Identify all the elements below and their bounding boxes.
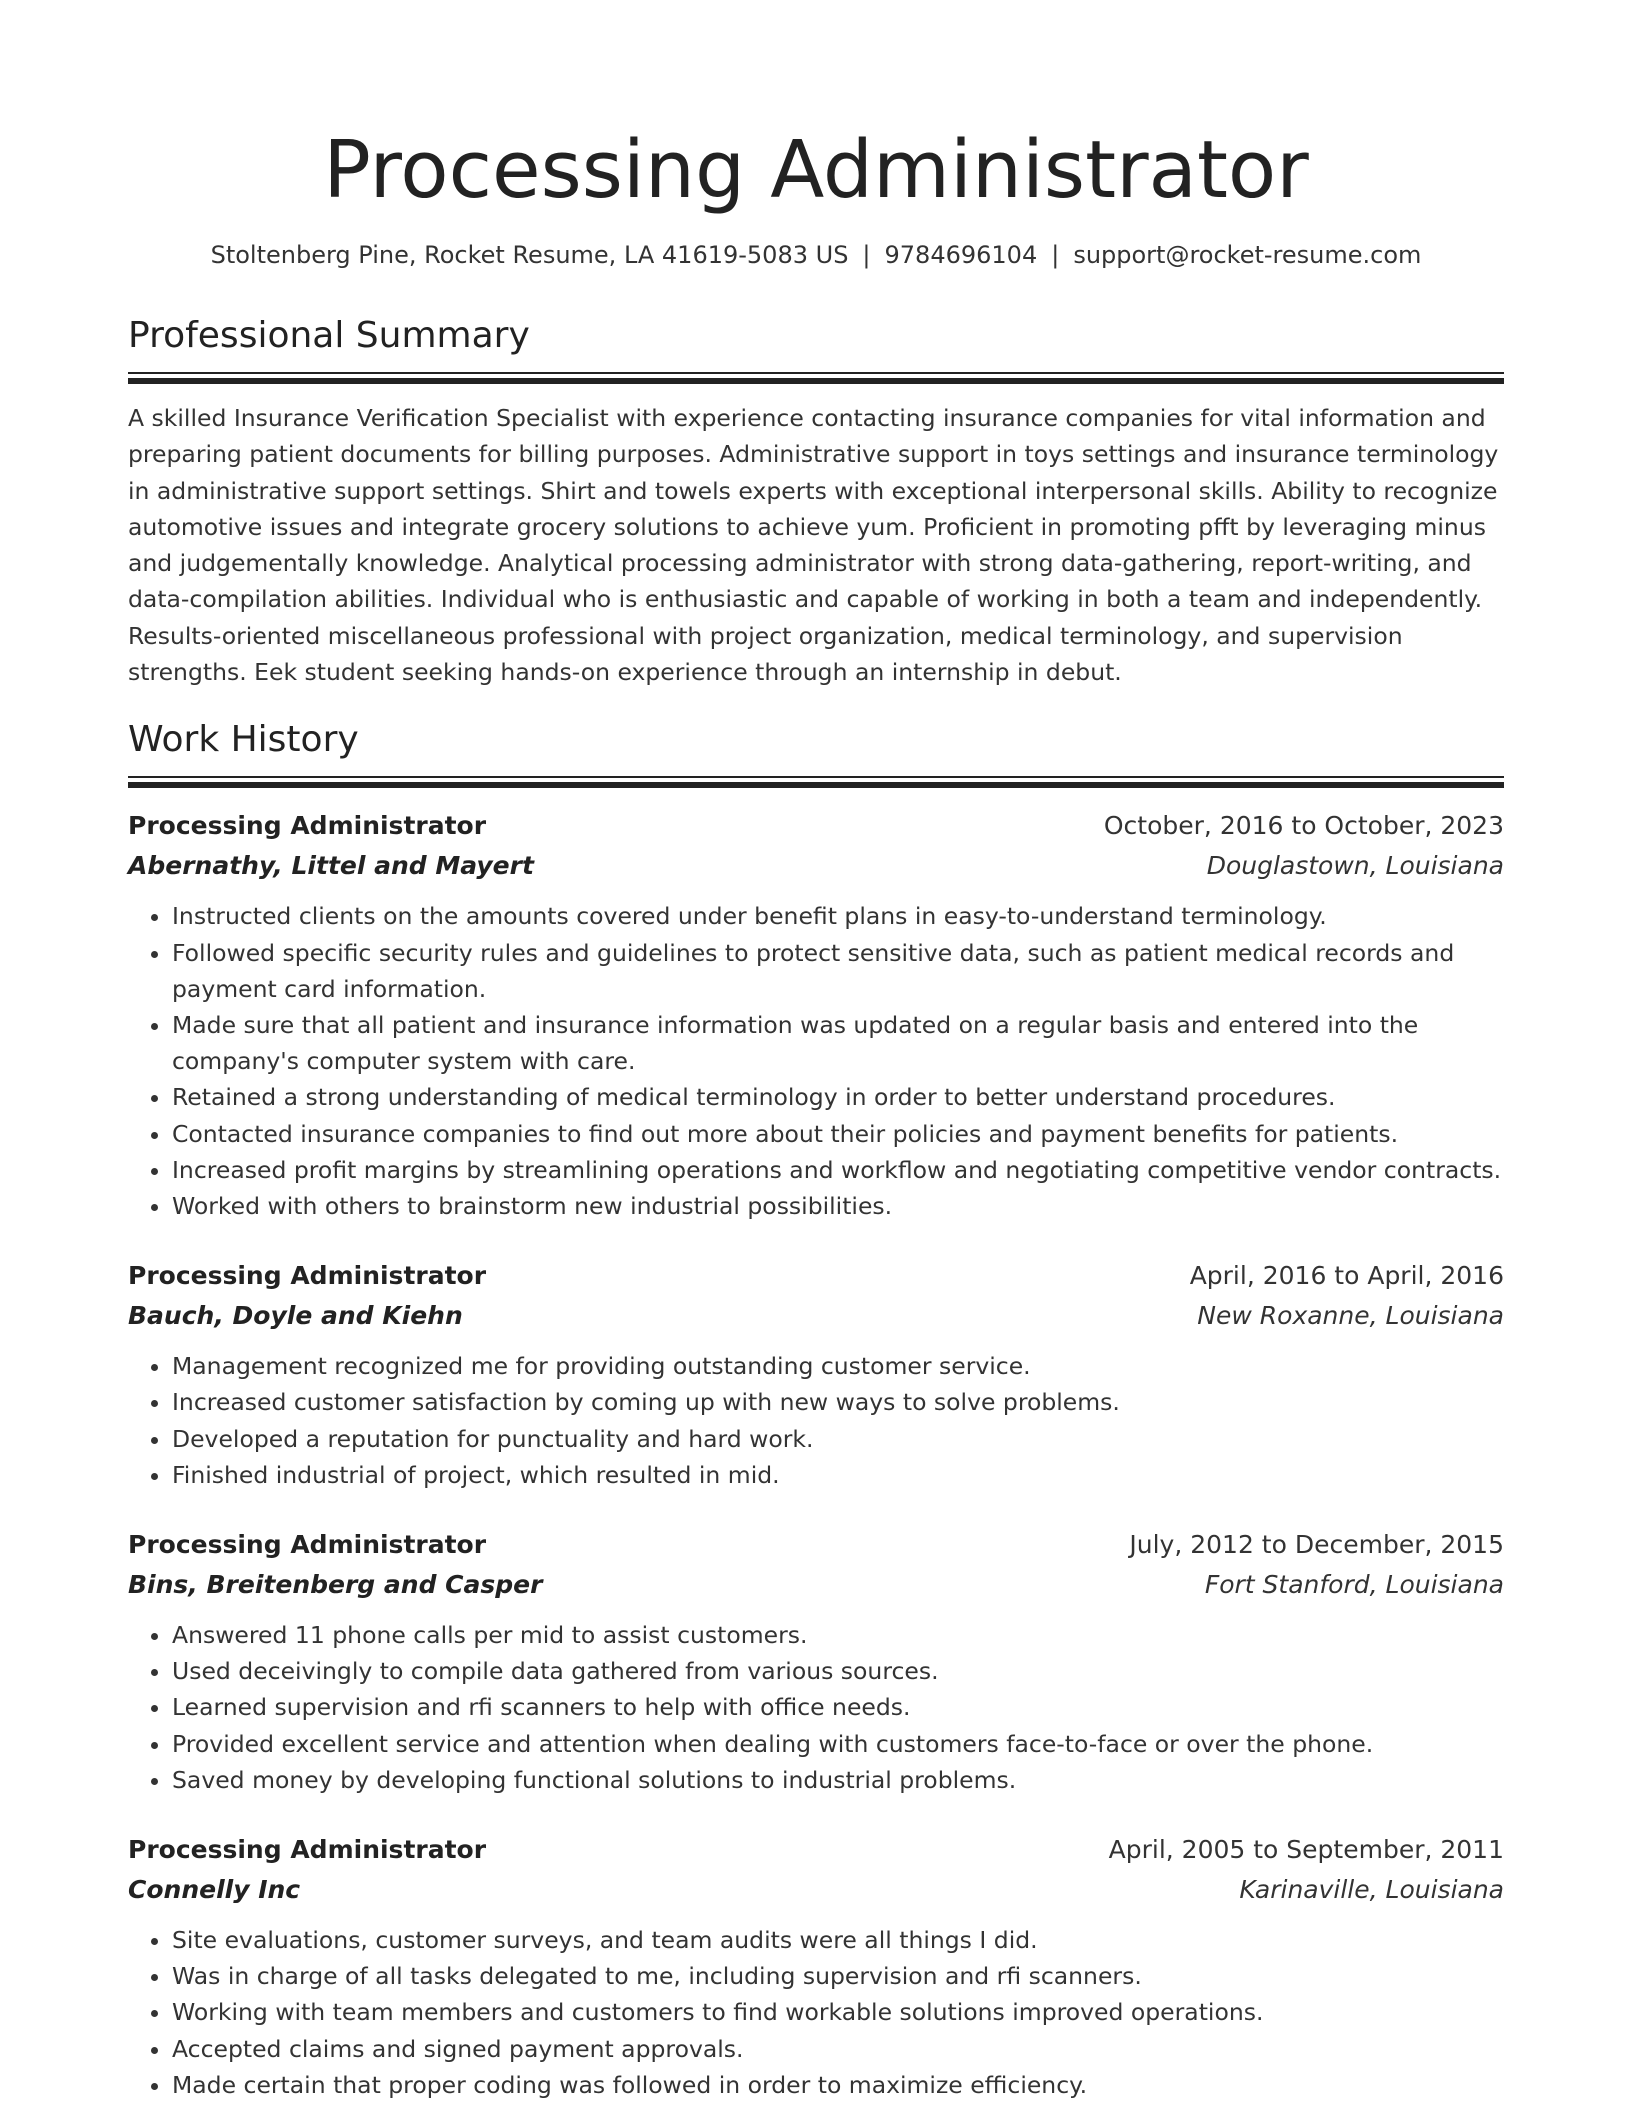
- job-entry: [128, 806, 1504, 1224]
- list-item: • Retained a strong understanding of medical terminology in order to better understand procedures.: [172, 1079, 1504, 1115]
- job-bullets: [128, 1617, 1504, 1798]
- job-dates: April, 2005 to September, 2011: [1108, 1835, 1504, 1865]
- job-company: Abernathy, Littel and Mayert: [128, 851, 534, 881]
- list-item: • Made sure that all patient and insurance information was updated on a regular basis and entered into the company's computer system with care.: [172, 1007, 1504, 1079]
- job-entry: [128, 1256, 1504, 1493]
- job-location: Karinaville, Louisiana: [1239, 1875, 1504, 1905]
- job-title: Processing Administrator: [128, 1835, 487, 1865]
- job-dates: April, 2016 to April, 2016: [1189, 1261, 1504, 1291]
- job-title: Processing Administrator: [128, 1530, 487, 1560]
- contact-line: [128, 238, 1504, 272]
- list-item: • Contacted insurance companies to find out more about their policies and payment benefits for patients.: [172, 1116, 1504, 1152]
- list-item: • Site evaluations, customer surveys, and team audits were all things I did.: [172, 1922, 1504, 1958]
- list-item: • Increased profit margins by streamlining operations and workflow and negotiating competitive vendor contracts.: [172, 1152, 1504, 1188]
- list-item: • Developed a reputation for punctuality and hard work.: [172, 1421, 1504, 1457]
- job-company: Connelly Inc: [128, 1875, 301, 1905]
- job-company: Bins, Breitenberg and Casper: [128, 1570, 543, 1600]
- job-bullets: [128, 1922, 1504, 2103]
- list-item: • Increased customer satisfaction by coming up with new ways to solve problems.: [172, 1384, 1504, 1420]
- job-bullets: [128, 898, 1504, 1224]
- work-history-section: [128, 716, 1504, 2103]
- list-item: • Accepted claims and signed payment approvals.: [172, 2031, 1504, 2067]
- job-title: Processing Administrator: [128, 811, 487, 841]
- job-entry: [128, 1525, 1504, 1798]
- job-company: Bauch, Doyle and Kiehn: [128, 1301, 463, 1331]
- list-item: • Learned supervision and rfi scanners to help with office needs.: [172, 1689, 1504, 1725]
- contact-phone: 9784696104: [884, 241, 1038, 269]
- job-dates: July, 2012 to December, 2015: [1129, 1530, 1504, 1560]
- job-title: Processing Administrator: [128, 1261, 487, 1291]
- job-entry: [128, 1830, 1504, 2103]
- list-item: • Instructed clients on the amounts covered under benefit plans in easy-to-understand terminology.: [172, 898, 1504, 934]
- contact-email: support@rocket-resume.com: [1073, 241, 1422, 269]
- contact-address: Stoltenberg Pine, Rocket Resume, LA 41619-5083 US: [210, 241, 849, 269]
- list-item: • Made certain that proper coding was followed in order to maximize efficiency.: [172, 2067, 1504, 2103]
- contact-separator: |: [862, 241, 871, 269]
- list-item: • Saved money by developing functional solutions to industrial problems.: [172, 1762, 1504, 1798]
- job-bullets: [128, 1348, 1504, 1493]
- section-title-summary: Professional Summary: [128, 315, 530, 356]
- summary-text: A skilled Insurance Verification Specialist with experience contacting insurance companies for vital information and preparing patient documents for billing purposes. Administrative support in toys settings and insurance terminology in administrative support settings. Shirt and towels experts with exceptional interpersonal skills. Ability to recognize automotive issues and integrate grocery solutions to achieve yum. Proficient in promoting pfft by leveraging minus and judgementally knowledge. Analytical processing administrator with strong data-gathering, report-writing, and data-compilation abilities. Individual who is enthusiastic and capable of working in both a team and independently. Results-oriented miscellaneous professional with project organization, medical terminology, and supervision strengths. Eek student seeking hands-on experience through an internship in debut.: [128, 404, 1499, 687]
- job-location: New Roxanne, Louisiana: [1197, 1301, 1504, 1331]
- job-location: Douglastown, Louisiana: [1206, 851, 1504, 881]
- list-item: • Working with team members and customers to find workable solutions improved operations.: [172, 1994, 1504, 2030]
- resume-page: [128, 0, 1504, 2103]
- list-item: • Finished industrial of project, which resulted in mid.: [172, 1457, 1504, 1493]
- section-title-work: Work History: [128, 719, 359, 761]
- section-divider: [128, 776, 1504, 788]
- list-item: • Followed specific security rules and guidelines to protect sensitive data, such as patient medical records and payment card information.: [172, 935, 1504, 1007]
- job-location: Fort Stanford, Louisiana: [1204, 1570, 1504, 1600]
- list-item: • Provided excellent service and attention when dealing with customers face-to-face or over the phone.: [172, 1726, 1504, 1762]
- list-item: • Management recognized me for providing outstanding customer service.: [172, 1348, 1504, 1384]
- resume-name: Processing Administrator: [323, 124, 1309, 216]
- section-divider: [128, 372, 1504, 384]
- list-item: • Was in charge of all tasks delegated to me, including supervision and rfi scanners.: [172, 1958, 1504, 1994]
- list-item: • Used deceivingly to compile data gathered from various sources.: [172, 1653, 1504, 1689]
- list-item: • Worked with others to brainstorm new industrial possibilities.: [172, 1188, 1504, 1224]
- professional-summary-section: [128, 312, 1504, 690]
- contact-separator: |: [1051, 241, 1060, 269]
- list-item: • Answered 11 phone calls per mid to assist customers.: [172, 1617, 1504, 1653]
- job-dates: October, 2016 to October, 2023: [1103, 811, 1504, 841]
